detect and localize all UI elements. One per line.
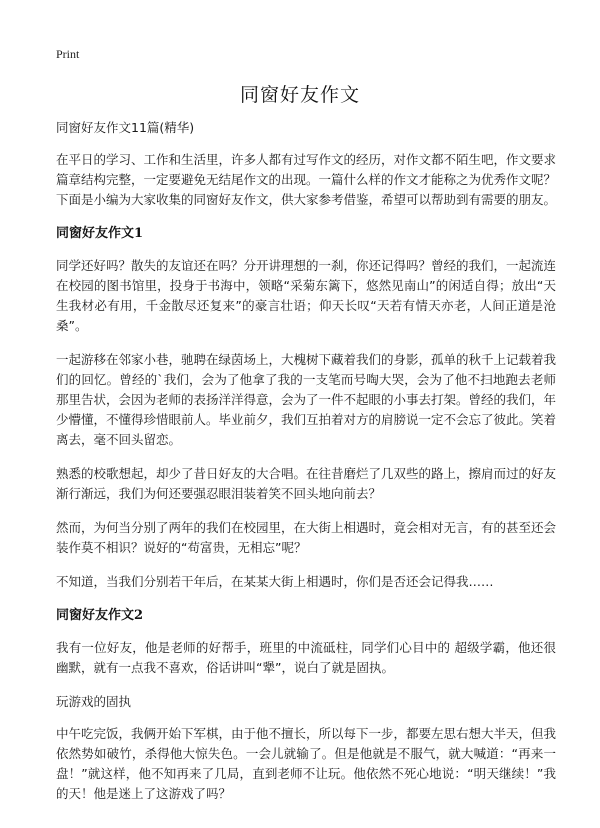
document-title: 同窗好友作文: [239, 84, 360, 106]
section-1-paragraph-5: 不知道，当我们分别若干年后，在某某大街上相遇时，你们是否还会记得我……: [56, 574, 494, 589]
section-2-paragraph-2: 中午吃完饭，我俩开始下军棋，由于他不擅长，所以每下一步，都要左思右想大半天，但我依然势如破竹，杀得他大惊失色。一会儿就输了。但是他就是不服气，就大喊道：“再来一盘！”就这样，他不知再来了几局，直到老师不让玩。他依然不死心地说：“明天继续！”我的天！他是迷上了这游戏了吗？: [56, 726, 557, 801]
section-1-paragraph-3: 熟悉的校歌想起，却少了昔日好友的大合唱。在往昔磨烂了几双些的路上，擦肩而过的好友渐行渐远，我们为何还要强忍眼泪装着笑不回头地向前去？: [56, 466, 557, 501]
section-1-paragraph-2: 一起游移在邻家小巷，驰聘在绿茵场上，大槐树下藏着我们的身影，孤单的秋千上记载着我们的回忆。曾经的`我们，会为了他拿了我的一支笔而号啕大哭，会为了他不扫地跑去老师那里告状，会因为老师的表扬洋洋得意，会为了一件不起眼的小事去打架。曾经的我们，年少懵懂，不懂得珍惜眼前人。毕业前夕，我们互拍着对方的肩膀说一定不会忘了彼此。笑着离去，毫不回头留恋。: [56, 352, 557, 447]
document-subtitle: 同窗好友作文11篇(精华): [56, 120, 195, 135]
section-heading-2: 同窗好友作文2: [56, 608, 144, 623]
document-body: [56, 118, 556, 818]
intro-paragraph: 在平日的学习、工作和生活里，许多人都有过写作文的经历，对作文都不陌生吧，作文要求篇章结构完整，一定要避免无结尾作文的出现。一篇什么样的作文才能称之为优秀作文呢？下面是小编为大家收集的同窗好友作文，供大家参考借鉴，希望可以帮助到有需要的朋友。: [56, 152, 557, 207]
section-2-subheading: 玩游戏的固执: [56, 694, 132, 709]
section-1-paragraph-1: 同学还好吗？散失的友谊还在吗？分开讲理想的一刹，你还记得吗？曾经的我们，一起流连在校园的图书馆里，投身于书海中，领略“采菊东篱下，悠然见南山”的闲适自得；放出“天生我材必有用，千金散尽还复来”的豪言壮语；仰天长叹“天若有情天亦老，人间正道是沧桑”。: [56, 258, 557, 333]
section-heading-1: 同窗好友作文1: [56, 226, 144, 241]
section-1-paragraph-4: 然而，为何当分别了两年的我们在校园里，在大街上相遇时，竟会相对无言，有的甚至还会装作莫不相识？说好的“苟富贵，无相忘”呢？: [56, 520, 557, 555]
section-2-paragraph-1: 我有一位好友，他是老师的好帮手，班里的中流砥柱，同学们心目中的 超级学霸，他还很幽默，就有一点我不喜欢，俗话讲叫“犟”，说白了就是固执。: [56, 640, 556, 675]
print-link[interactable]: Print: [56, 47, 80, 61]
